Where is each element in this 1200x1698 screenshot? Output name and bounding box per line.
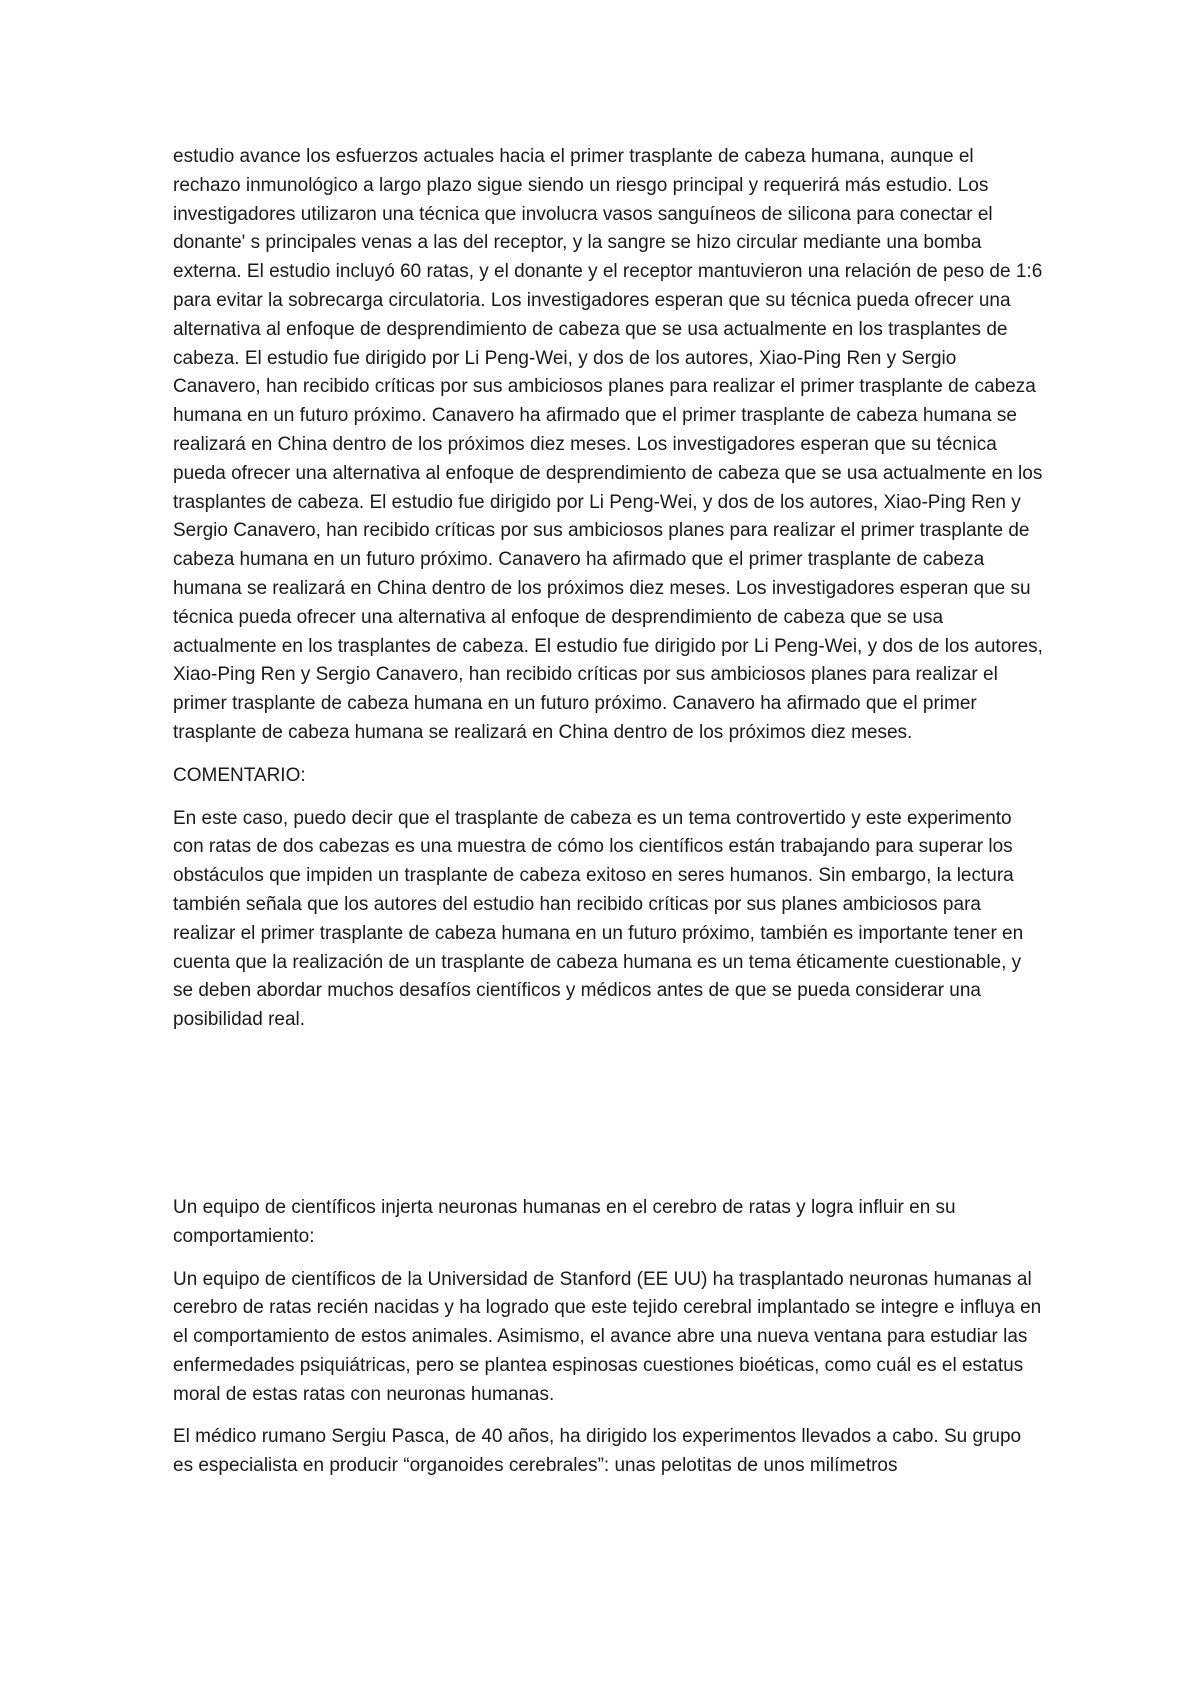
paragraph-pasca: El médico rumano Sergiu Pasca, de 40 años, ha dirigido los experimentos llevados a cabo. Su grupo es especialista en producir “organoides cerebrales”: unas pelotitas de unos milímetros <box>173 1426 1022 1477</box>
paragraph-stanford: Un equipo de científicos de la Universidad de Stanford (EE UU) ha trasplantado neuronas humanas al cerebro de ratas recién nacidas y ha logrado que este tejido cerebral implantado se integre e influya en el comportamiento de estos animales. Asimismo, el avance abre una nueva ventana para estudiar las enfermedades psiquiátricas, pero se plantea espinosas cuestiones bioéticas, como cuál es el estatus moral de estas ratas con neuronas humanas. <box>173 1268 1042 1405</box>
paragraph-comment: En este caso, puedo decir que el trasplante de cabeza es un tema controvertido y este experimento con ratas de dos cabezas es una muestra de cómo los científicos están trabajando para superar los obstáculos que impiden un trasplante de cabeza exitoso en seres humanos. Sin embargo, la lectura también señala que los autores del estudio han recibido críticas por sus planes ambiciosos para realizar el primer trasplante de cabeza humana en un futuro próximo, también es importante tener en cuenta que la realización de un trasplante de cabeza humana es un tema éticamente cuestionable, y se deben abordar muchos desafíos científicos y médicos antes de que se pueda considerar una posibilidad real. <box>173 807 1024 1031</box>
comment-heading: COMENTARIO: <box>173 764 306 786</box>
article-headline: Un equipo de científicos injerta neuronas humanas en el cerebro de ratas y logra influir en su comportamiento: <box>173 1196 956 1247</box>
paragraph-study-summary: estudio avance los esfuerzos actuales hacia el primer trasplante de cabeza humana, aunque el rechazo inmunológico a largo plazo sigue siendo un riesgo principal y requerirá más estudio. Los investigadores utilizaron una técnica que involucra vasos sanguíneos de silicona para conectar el donante' s principales venas a las del receptor, y la sangre se hizo circular mediante una bomba externa. El estudio incluyó 60 ratas, y el donante y el receptor mantuvieron una relación de peso de 1:6 para evitar la sobrecarga circulatoria. Los investigadores esperan que su técnica pueda ofrecer una alternativa al enfoque de desprendimiento de cabeza que se usa actualmente en los trasplantes de cabeza. El estudio fue dirigido por Li Peng-Wei, y dos de los autores, Xiao-Ping Ren y Sergio Canavero, han recibido críticas por sus ambiciosos planes para realizar el primer trasplante de cabeza humana en un futuro próximo. Canavero ha afirmado que el primer trasplante de cabeza humana se realizará en China dentro de los próximos diez meses. Los investigadores esperan que su técnica pueda ofrecer una alternativa al enfoque de desprendimiento de cabeza que se usa actualmente en los trasplantes de cabeza. El estudio fue dirigido por Li Peng-Wei, y dos de los autores, Xiao-Ping Ren y Sergio Canavero, han recibido críticas por sus ambiciosos planes para realizar el primer trasplante de cabeza humana en un futuro próximo. Canavero ha afirmado que el primer trasplante de cabeza humana se realizará en China dentro de los próximos diez meses. Los investigadores esperan que su técnica pueda ofrecer una alternativa al enfoque de desprendimiento de cabeza que se usa actualmente en los trasplantes de cabeza. El estudio fue dirigido por Li Peng-Wei, y dos de los autores, Xiao-Ping Ren y Sergio Canavero, han recibido críticas por sus ambiciosos planes para realizar el primer trasplante de cabeza humana en un futuro próximo. Canavero ha afirmado que el primer trasplante de cabeza humana se realizará en China dentro de los próximos diez meses. <box>173 146 1043 743</box>
section-spacer <box>173 1049 1043 1194</box>
document-body <box>173 143 1043 1495</box>
